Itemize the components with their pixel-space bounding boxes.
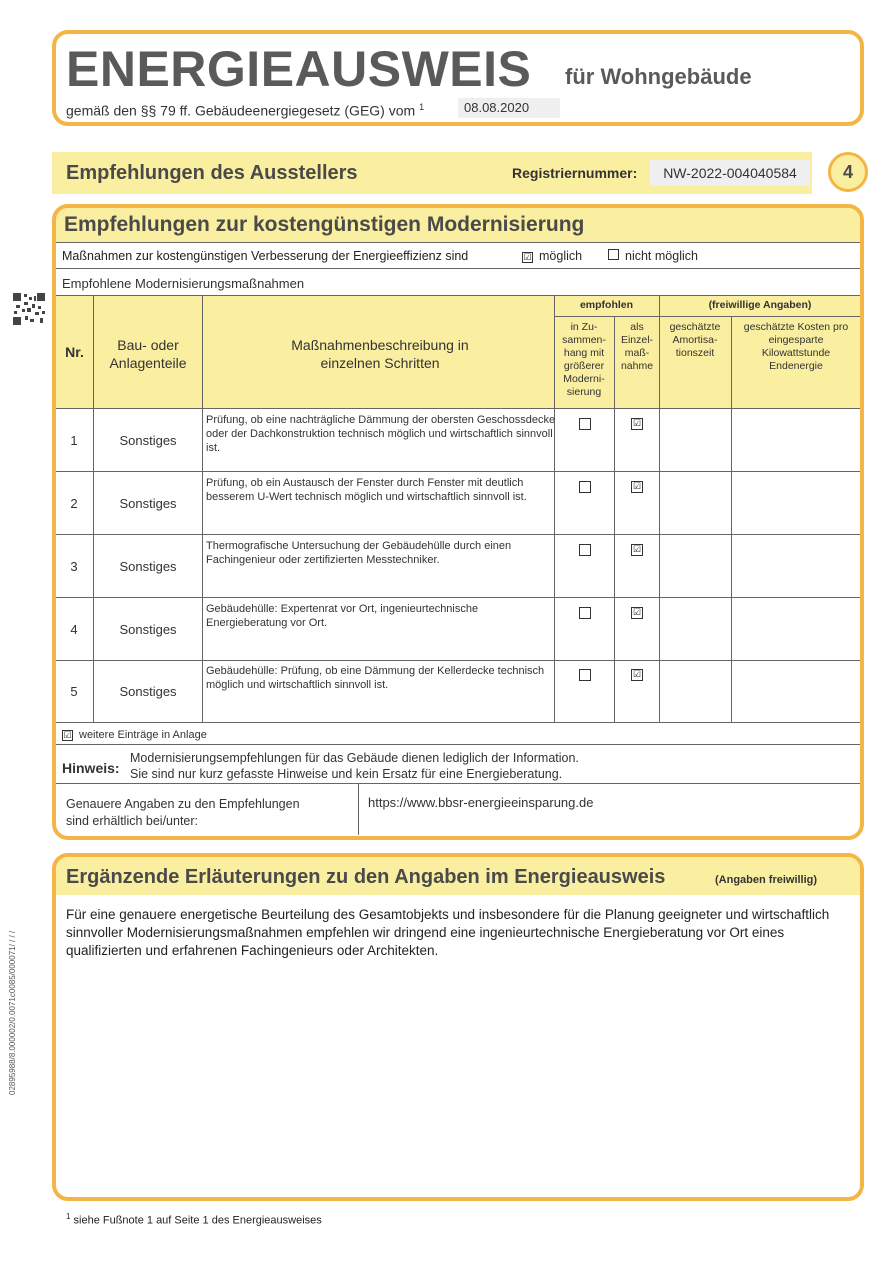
measures-label: Empfohlene Modernisierungsmaßnahmen	[62, 276, 305, 291]
checkbox-checked-icon: ☑	[523, 252, 532, 262]
row-nr: 4	[70, 622, 78, 637]
measures-intro: Maßnahmen zur kostengünstigen Verbesserung der Energieeffizienz sind	[62, 249, 469, 263]
divider	[56, 471, 860, 472]
law-reference: gemäß den §§ 79 ff. Gebäudeenergiegesetz (GEG) vom $^1$	[66, 102, 425, 119]
row-bau: Sonstiges	[119, 496, 177, 511]
qr-code-icon	[12, 292, 46, 326]
divider	[554, 316, 860, 317]
checkbox-empty-icon	[579, 669, 591, 681]
checkbox-empty-icon	[608, 249, 619, 260]
divider	[56, 597, 860, 598]
col-einzelmassnahme: als Einzel- maß- nahme	[620, 321, 654, 372]
row-description: Prüfung, ob ein Austausch der Fenster durch Fenster mit deutlich besserem U-Wert technisch möglich und wirtschaftlich sinnvoll ist.	[206, 477, 527, 503]
col-freiwillig: (freiwillige Angaben)	[708, 299, 812, 311]
document-subtitle: für Wohngebäude	[565, 64, 752, 89]
option-possible: ☑ möglich	[523, 249, 583, 263]
registration-number: NW-2022-004040584	[650, 160, 810, 186]
registration-label: Registriernummer:	[512, 165, 638, 181]
checkbox-empty-icon	[579, 544, 591, 556]
divider	[56, 783, 860, 784]
row-nr: 3	[70, 559, 78, 574]
explanations-text: Für eine genauere energetische Beurteilung des Gesamtobjekts und insbesondere für die Planung geeigneter und wirtschaftlich sinnvoller Modernisierungsmaßnahmen empfehlen wir dringend eine ingenieurtechnische Energieberatung vor Ort eines qualifizierten und erfahrenen Fachingenieurs oder Architekten.	[66, 907, 830, 958]
divider	[202, 295, 203, 722]
more-info-url: https://www.bbsr-energieeinsparung.de	[368, 795, 594, 810]
section-title: Empfehlungen des Ausstellers	[66, 162, 358, 184]
further-entries: ☑ weitere Einträge in Anlage	[63, 729, 207, 741]
divider	[554, 295, 555, 722]
divider	[56, 295, 860, 296]
row-description: Prüfung, ob eine nachträgliche Dämmung der obersten Geschossdecke oder der Dachkonstruktion technisch möglich und wirtschaftlich sinnvoll ist.	[206, 414, 556, 454]
divider	[614, 316, 615, 722]
divider	[56, 268, 860, 269]
col-bau: Bau- oder Anlagenteile	[109, 337, 187, 371]
checkbox-empty-icon	[579, 607, 591, 619]
row-description: Gebäudehülle: Prüfung, ob eine Dämmung der Kellerdecke technisch möglich und wirtschaftlich sinnvoll ist.	[206, 665, 545, 691]
page-number-badge: 4	[828, 152, 868, 192]
divider	[56, 408, 860, 409]
more-info-label: Genauere Angaben zu den Empfehlungen sind erhältlich bei/unter:	[66, 797, 300, 828]
divider	[56, 534, 860, 535]
recommendations-title: Empfehlungen zur kostengünstigen Modernisierung	[64, 213, 585, 236]
row-nr: 1	[70, 433, 78, 448]
row-bau: Sonstiges	[119, 559, 177, 574]
checkbox-checked-icon: ☑	[632, 481, 642, 491]
checkbox-empty-icon	[579, 418, 591, 430]
law-date-field: 08.08.2020	[458, 98, 560, 118]
divider	[731, 316, 732, 722]
divider	[56, 722, 860, 723]
col-amortisation: geschätzte Amortisa- tionszeit	[669, 321, 721, 359]
checkbox-checked-icon: ☑	[632, 418, 642, 428]
side-document-code: 02895988/8.000002/0.0071c0085/000071/ / / /	[8, 930, 17, 1095]
col-kosten: geschätzte Kosten pro eingesparte Kilowattstunde Endenergie	[743, 321, 849, 372]
col-nr: Nr.	[65, 344, 84, 360]
col-zusammenhang: in Zu- sammen- hang mit größerer Moderni- sierung	[562, 321, 606, 398]
checkbox-checked-icon: ☑	[632, 669, 642, 679]
checkbox-checked-icon: ☑	[632, 544, 642, 554]
row-description: Thermografische Untersuchung der Gebäudehülle durch einen Fachingenieur oder zertifizierten Messtechniker.	[206, 540, 512, 566]
footnote: $^1$ siehe Fußnote 1 auf Seite 1 des Energieausweises	[66, 1212, 322, 1227]
option-not-possible: nicht möglich	[608, 249, 698, 263]
explanations-title: Ergänzende Erläuterungen zu den Angaben im Energieausweis	[66, 866, 666, 888]
col-description: Maßnahmenbeschreibung in einzelnen Schritten	[291, 337, 469, 371]
divider	[56, 242, 860, 243]
checkbox-empty-icon	[579, 481, 591, 493]
note-label: Hinweis:	[62, 760, 120, 776]
row-nr: 2	[70, 496, 78, 511]
checkbox-checked-icon: ☑	[63, 730, 72, 740]
row-bau: Sonstiges	[119, 433, 177, 448]
divider	[56, 660, 860, 661]
row-bau: Sonstiges	[119, 684, 177, 699]
divider	[358, 783, 359, 835]
divider	[56, 744, 860, 745]
explanations-subtitle: (Angaben freiwillig)	[715, 874, 818, 886]
document-title: ENERGIEAUSWEIS	[66, 41, 532, 97]
note-text: Modernisierungsempfehlungen für das Gebäude dienen lediglich der Information. Sie sind nur kurz gefasste Hinweise und kein Ersatz für eine Energieberatung.	[130, 751, 579, 781]
row-nr: 5	[70, 684, 78, 699]
col-empfohlen: empfohlen	[579, 299, 634, 311]
row-bau: Sonstiges	[119, 622, 177, 637]
row-description: Gebäudehülle: Expertenrat vor Ort, ingenieurtechnische Energieberatung vor Ort.	[206, 603, 479, 629]
checkbox-checked-icon: ☑	[632, 607, 642, 617]
